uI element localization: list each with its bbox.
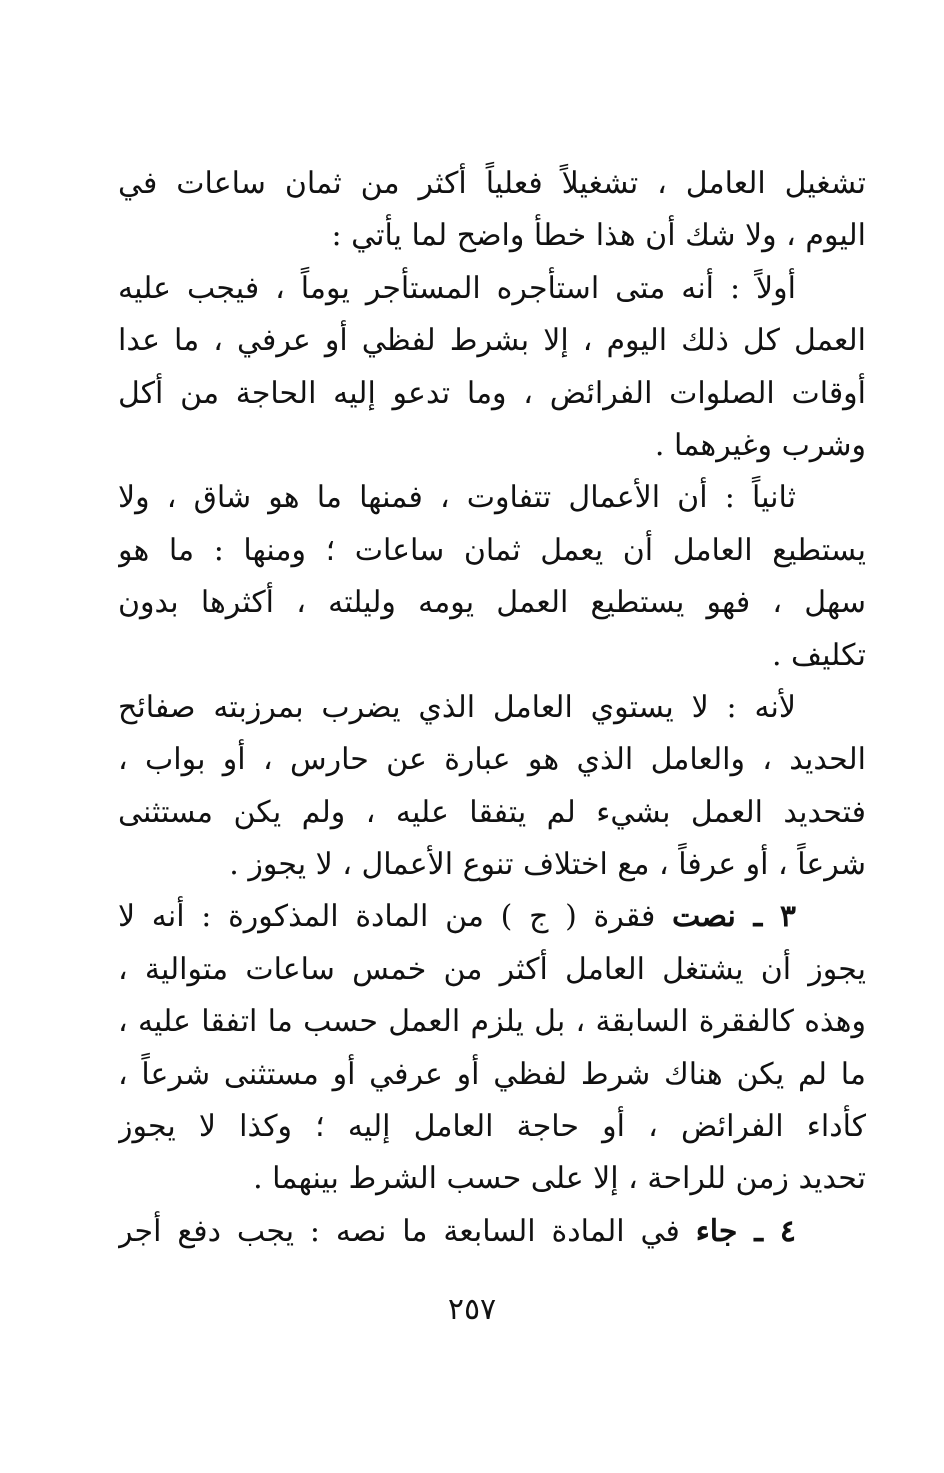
text-line	[118, 472, 866, 524]
line-text: فقرة ( ج ) من المادة المذكورة : أنه لا	[118, 899, 673, 935]
text-line	[118, 787, 866, 839]
line-text: سهل ، فهو يستطيع العمل يومه وليلته ، أكثرها بدون	[118, 585, 866, 621]
line-text: تشغيل العامل ، تشغيلاً فعلياً أكثر من ثمان ساعات في	[118, 166, 866, 201]
line-text: اليوم ، ولا شك أن هذا خطأ واضح لما يأتي :	[331, 218, 866, 254]
text-line	[118, 263, 866, 315]
line-text: فتحديد العمل بشيء لم يتفقا عليه ، ولم يكن مستثنى	[118, 794, 866, 830]
item-heading: ٤ ـ جاء	[695, 1213, 796, 1249]
text-line	[118, 1153, 866, 1205]
text-line	[118, 315, 866, 367]
line-text: الحديد ، والعامل الذي هو عبارة عن حارس ، أو بواب ،	[118, 742, 866, 778]
text-line	[118, 1206, 866, 1258]
item-heading: ٣ ـ نصت	[672, 899, 796, 935]
line-text: وهذه كالفقرة السابقة ، بل يلزم العمل حسب ما اتفقا عليه ،	[118, 1004, 866, 1040]
line-text: ثانياً : أن الأعمال تتفاوت ، فمنها ما هو شاق ، ولا	[118, 480, 796, 516]
line-text: شرعاً ، أو عرفاً ، مع اختلاف تنوع الأعمال ، لا يجوز .	[229, 847, 866, 883]
line-text: في المادة السابعة ما نصه : يجب دفع أجر	[118, 1213, 696, 1249]
line-text: تحديد زمن للراحة ، إلا على حسب الشرط بينهما .	[253, 1161, 866, 1197]
text-line	[118, 368, 866, 420]
line-text: ما لم يكن هناك شرط لفظي أو عرفي أو مستثنى شرعاً ،	[118, 1056, 866, 1092]
line-text: وشرب وغيرهما .	[654, 427, 866, 463]
text-line	[118, 420, 866, 472]
line-text: يستطيع العامل أن يعمل ثمان ساعات ؛ ومنها : ما هو	[118, 532, 866, 568]
line-text: أوقات الصلوات الفرائض ، وما تدعو إليه الحاجة من أكل	[118, 375, 866, 411]
text-line	[118, 577, 866, 629]
text-line	[118, 839, 866, 891]
line-text: كأداء الفرائض ، أو حاجة العامل إليه ؛ وكذا لا يجوز	[118, 1109, 866, 1145]
line-text: أولاً : أنه متى استأجره المستأجر يوماً ، فيجب عليه	[118, 270, 796, 306]
text-line	[118, 1101, 866, 1153]
text-line	[118, 734, 866, 786]
text-line	[118, 1049, 866, 1101]
body-text	[118, 158, 866, 1258]
line-text: تكليف .	[771, 637, 866, 673]
text-line	[118, 210, 866, 262]
text-line	[118, 682, 866, 734]
page-number: ٢٥٧	[447, 1292, 497, 1327]
text-line	[118, 525, 866, 577]
line-text: لأنه : لا يستوي العامل الذي يضرب بمرزبته صفائح	[118, 689, 796, 725]
line-text: يجوز أن يشتغل العامل أكثر من خمس ساعات متوالية ،	[118, 951, 866, 987]
text-line	[118, 944, 866, 996]
text-line	[118, 630, 866, 682]
line-text: العمل كل ذلك اليوم ، إلا بشرط لفظي أو عرفي ، ما عدا	[118, 323, 866, 359]
text-line	[118, 891, 866, 943]
text-line	[118, 158, 866, 210]
text-line	[118, 996, 866, 1048]
